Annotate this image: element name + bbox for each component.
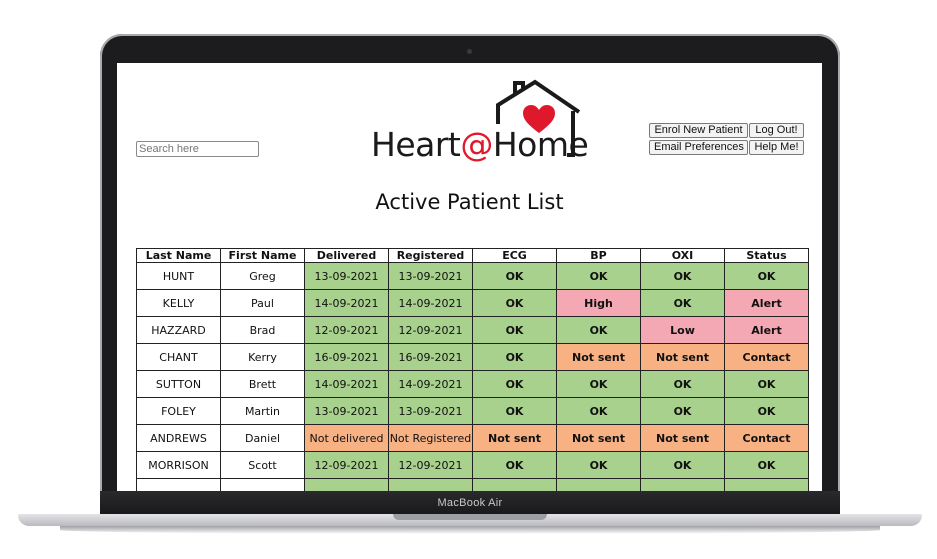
bp-cell: Not sent xyxy=(557,344,641,371)
patient-table xyxy=(136,248,809,491)
status-cell: OK xyxy=(725,452,809,479)
laptop-shadow xyxy=(60,526,880,534)
table-row[interactable] xyxy=(137,317,809,344)
oxi-cell: OK xyxy=(641,263,725,290)
registered-cell: Not Registered xyxy=(389,425,473,452)
delivered-cell: 14-09-2021 xyxy=(305,371,389,398)
delivered-cell: 12-09-2021 xyxy=(305,317,389,344)
last-name-cell: CHANT xyxy=(137,344,221,371)
oxi-cell xyxy=(641,479,725,492)
table-row[interactable] xyxy=(137,425,809,452)
ecg-cell: Not sent xyxy=(473,425,557,452)
oxi-cell: OK xyxy=(641,290,725,317)
status-cell: OK xyxy=(725,263,809,290)
ecg-cell: OK xyxy=(473,344,557,371)
last-name-cell: KELLY xyxy=(137,290,221,317)
log-out-button[interactable]: Log Out! xyxy=(749,123,804,138)
column-header-oxi[interactable]: OXI xyxy=(641,249,725,263)
oxi-cell: Not sent xyxy=(641,425,725,452)
status-cell: Contact xyxy=(725,344,809,371)
first-name-cell: Martin xyxy=(221,398,305,425)
bp-cell: OK xyxy=(557,371,641,398)
first-name-cell: Brad xyxy=(221,317,305,344)
table-row[interactable] xyxy=(137,263,809,290)
registered-cell: 13-09-2021 xyxy=(389,263,473,290)
delivered-cell: 12-09-2021 xyxy=(305,452,389,479)
status-cell xyxy=(725,479,809,492)
status-cell: Contact xyxy=(725,425,809,452)
logo-wordmark: Heart@Home xyxy=(371,125,589,164)
status-cell: OK xyxy=(725,398,809,425)
laptop-base-notch xyxy=(393,514,547,520)
registered-cell: 14-09-2021 xyxy=(389,371,473,398)
bp-cell: High xyxy=(557,290,641,317)
last-name-cell: HUNT xyxy=(137,263,221,290)
oxi-cell: OK xyxy=(641,452,725,479)
oxi-cell: Low xyxy=(641,317,725,344)
table-row[interactable] xyxy=(137,344,809,371)
registered-cell: 14-09-2021 xyxy=(389,290,473,317)
help-button[interactable]: Help Me! xyxy=(749,140,804,155)
last-name-cell: HAZZARD xyxy=(137,317,221,344)
first-name-cell xyxy=(221,479,305,492)
registered-cell: 16-09-2021 xyxy=(389,344,473,371)
oxi-cell: OK xyxy=(641,371,725,398)
enrol-new-patient-button[interactable]: Enrol New Patient xyxy=(649,123,748,138)
registered-cell xyxy=(389,479,473,492)
last-name-cell: SUTTON xyxy=(137,371,221,398)
last-name-cell: FOLEY xyxy=(137,398,221,425)
registered-cell: 12-09-2021 xyxy=(389,317,473,344)
column-header-status[interactable]: Status xyxy=(725,249,809,263)
table-row[interactable] xyxy=(137,452,809,479)
first-name-cell: Paul xyxy=(221,290,305,317)
status-cell: OK xyxy=(725,371,809,398)
oxi-cell: Not sent xyxy=(641,344,725,371)
bp-cell: Not sent xyxy=(557,425,641,452)
first-name-cell: Scott xyxy=(221,452,305,479)
table-row[interactable] xyxy=(137,290,809,317)
ecg-cell: OK xyxy=(473,290,557,317)
first-name-cell: Brett xyxy=(221,371,305,398)
email-preferences-button[interactable]: Email Preferences xyxy=(649,140,748,155)
status-cell: Alert xyxy=(725,317,809,344)
app-screen xyxy=(117,63,822,491)
column-header-bp[interactable]: BP xyxy=(557,249,641,263)
delivered-cell: 13-09-2021 xyxy=(305,263,389,290)
ecg-cell: OK xyxy=(473,398,557,425)
heart-at-home-logo xyxy=(367,77,589,164)
column-header-first-name[interactable]: First Name xyxy=(221,249,305,263)
table-row[interactable] xyxy=(137,479,809,492)
camera-icon xyxy=(467,49,472,54)
delivered-cell: 14-09-2021 xyxy=(305,290,389,317)
ecg-cell: OK xyxy=(473,371,557,398)
first-name-cell: Greg xyxy=(221,263,305,290)
last-name-cell xyxy=(137,479,221,492)
bp-cell: OK xyxy=(557,452,641,479)
page-title: Active Patient List xyxy=(375,190,564,214)
delivered-cell: 16-09-2021 xyxy=(305,344,389,371)
table-row[interactable] xyxy=(137,398,809,425)
ecg-cell: OK xyxy=(473,317,557,344)
first-name-cell: Daniel xyxy=(221,425,305,452)
last-name-cell: ANDREWS xyxy=(137,425,221,452)
registered-cell: 12-09-2021 xyxy=(389,452,473,479)
delivered-cell: Not delivered xyxy=(305,425,389,452)
column-header-last-name[interactable]: Last Name xyxy=(137,249,221,263)
table-header-row xyxy=(137,249,809,263)
delivered-cell: 13-09-2021 xyxy=(305,398,389,425)
bp-cell: OK xyxy=(557,398,641,425)
registered-cell: 13-09-2021 xyxy=(389,398,473,425)
ecg-cell: OK xyxy=(473,263,557,290)
search-input[interactable] xyxy=(136,141,259,157)
delivered-cell xyxy=(305,479,389,492)
first-name-cell: Kerry xyxy=(221,344,305,371)
bp-cell: OK xyxy=(557,263,641,290)
ecg-cell: OK xyxy=(473,452,557,479)
ecg-cell xyxy=(473,479,557,492)
last-name-cell: MORRISON xyxy=(137,452,221,479)
column-header-registered[interactable]: Registered xyxy=(389,249,473,263)
laptop-model-label: MacBook Air xyxy=(437,497,503,509)
oxi-cell: OK xyxy=(641,398,725,425)
laptop-hinge xyxy=(100,491,840,516)
column-header-delivered[interactable]: Delivered xyxy=(305,249,389,263)
status-cell: Alert xyxy=(725,290,809,317)
table-row[interactable] xyxy=(137,371,809,398)
column-header-ecg[interactable]: ECG xyxy=(473,249,557,263)
bp-cell: OK xyxy=(557,317,641,344)
bp-cell xyxy=(557,479,641,492)
